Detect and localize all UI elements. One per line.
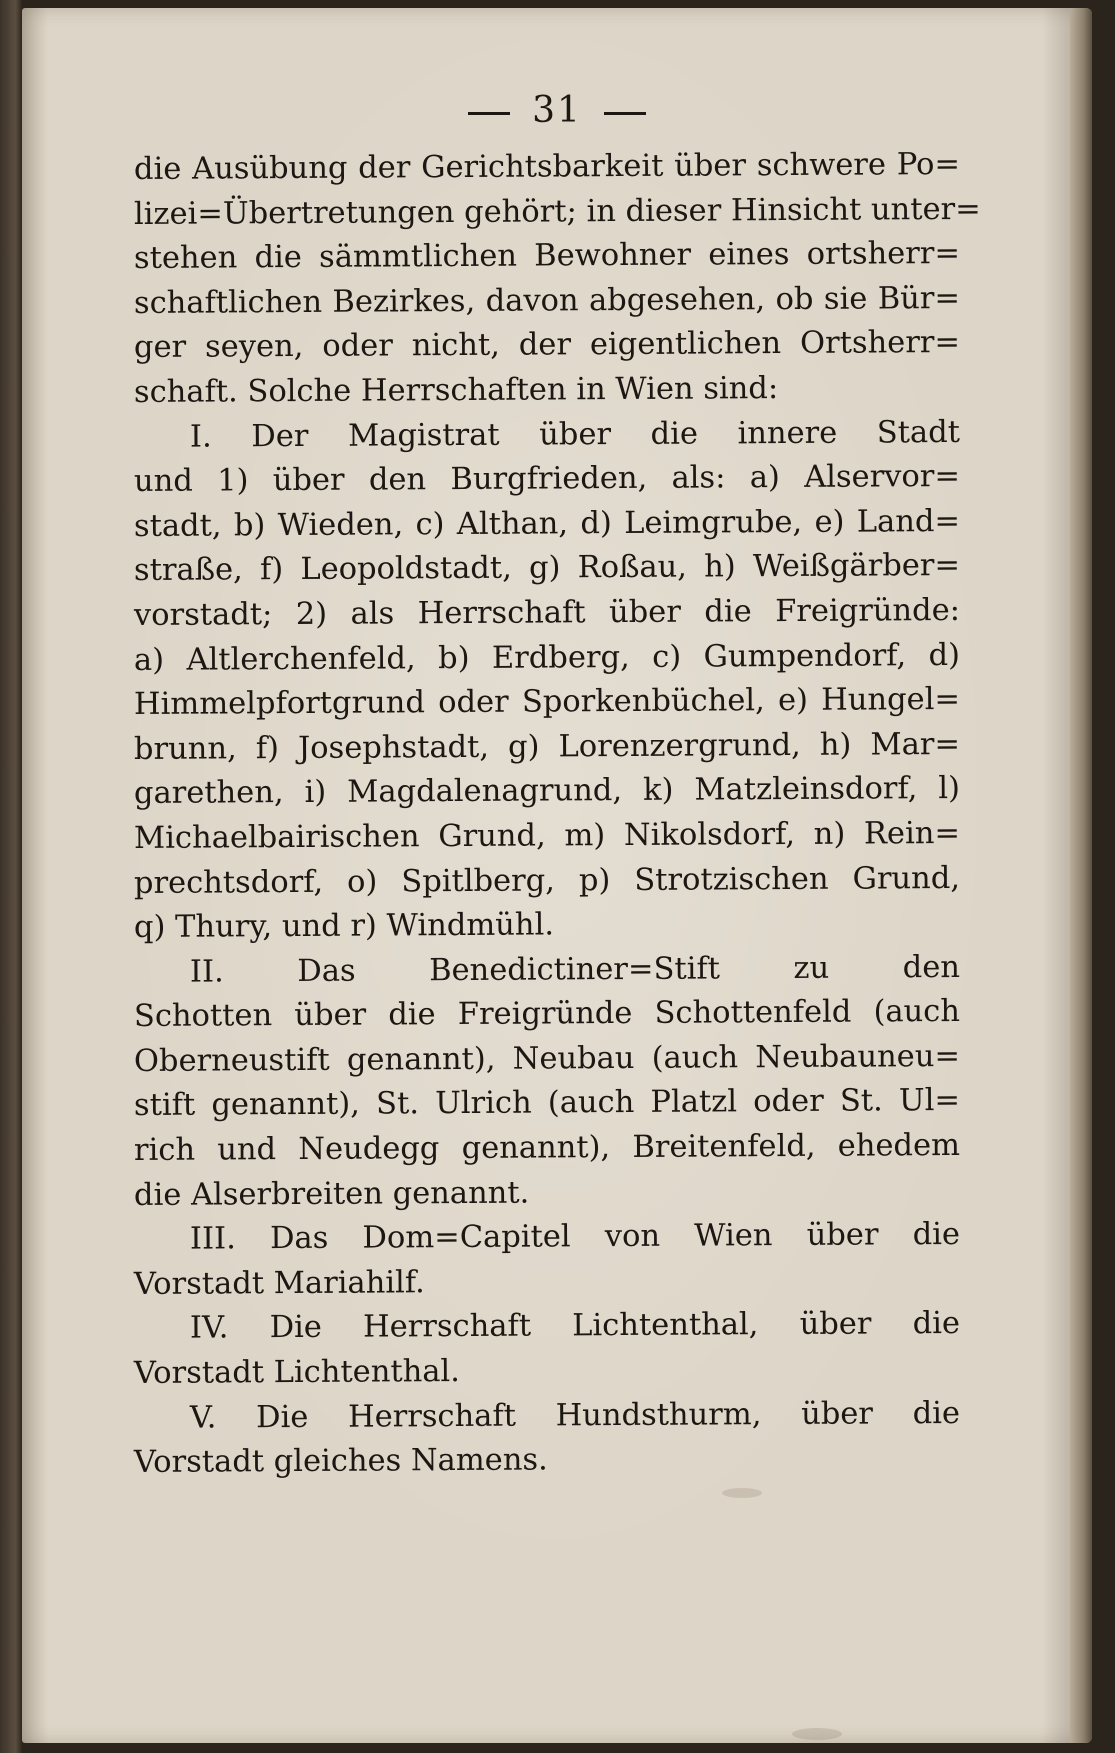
text-line: a) Altlerchenfeld, b) Erdberg, c) Gumpendorf, d): [133, 637, 961, 678]
text-line: und 1) über den Burgfrieden, als: a) Alservor=: [133, 459, 961, 500]
text-line: brunn, f) Josephstadt, g) Lorenzergrund, h) Mar=: [133, 726, 961, 767]
text-line: schaftlichen Bezirkes, davon abgesehen, ob sie Bür=: [133, 280, 961, 321]
text-line: Himmelpfortgrund oder Sporkenbüchel, e) Hungel=: [133, 682, 961, 723]
page-edge: [1070, 8, 1092, 1743]
book-page: [22, 8, 1092, 1743]
text-line: Vorstadt Lichtenthal.: [133, 1354, 461, 1392]
text-line: q) Thury, und r) Windmühl.: [133, 907, 555, 946]
text-line: Vorstadt gleiches Namens.: [133, 1442, 548, 1481]
page-number: [22, 90, 1092, 131]
text-line: ger seyen, oder nicht, der eigentlichen Ortsherr=: [133, 325, 961, 366]
page-number-dash-right: [604, 112, 646, 115]
section-heading-line: III. Das Dom=Capitel von Wien über die: [189, 1217, 961, 1257]
stain-mark: [792, 1728, 842, 1740]
text-line: vorstadt; 2) als Herrschaft über die Freigründe:: [133, 592, 961, 633]
book-binding: [0, 0, 22, 1753]
page-number-dash-left: [468, 112, 510, 115]
text-line: stadt, b) Wieden, c) Althan, d) Leimgrube, e) Land=: [133, 503, 961, 544]
section-heading-line: II. Das Benedictiner=Stift zu den: [189, 949, 961, 990]
text-line: Michaelbairischen Grund, m) Nikolsdorf, n) Rein=: [133, 815, 961, 856]
section-heading-line: V. Die Herrschaft Hundsthurm, über die: [189, 1395, 961, 1436]
text-line: Vorstadt Mariahilf.: [133, 1265, 425, 1302]
text-line: die Ausübung der Gerichtsbarkeit über schwere Po=: [133, 146, 961, 187]
text-line: Oberneustift genannt), Neubau (auch Neubauneu=: [133, 1038, 961, 1079]
section-heading-line: IV. Die Herrschaft Lichtenthal, über die: [189, 1306, 961, 1347]
text-line: stehen die sämmtlichen Bewohner eines ortsherr=: [133, 236, 961, 277]
text-line: garethen, i) Magdalenagrund, k) Matzleinsdorf, l): [133, 771, 961, 812]
text-line: straße, f) Leopoldstadt, g) Roßau, h) Weißgärber=: [133, 548, 961, 589]
page-number-value: 31: [532, 90, 582, 131]
text-line: stift genannt), St. Ulrich (auch Platzl oder St. Ul=: [133, 1083, 961, 1124]
section-heading-line: I. Der Magistrat über die innere Stadt: [189, 414, 961, 455]
text-line: prechtsdorf, o) Spitlberg, p) Strotzischen Grund,: [133, 860, 961, 901]
stain-mark: [722, 1488, 762, 1498]
text-line: Schotten über die Freigründe Schottenfeld (auch: [133, 994, 961, 1035]
text-line: rich und Neudegg genannt), Breitenfeld, ehedem: [133, 1128, 961, 1169]
body-text: [133, 146, 981, 1486]
text-line: schaft. Solche Herrschaften in Wien sind:: [133, 371, 779, 410]
text-line: die Alserbreiten genannt.: [133, 1175, 530, 1213]
text-line: lizei=Übertretungen gehört; in dieser Hinsicht unter=: [133, 191, 981, 232]
